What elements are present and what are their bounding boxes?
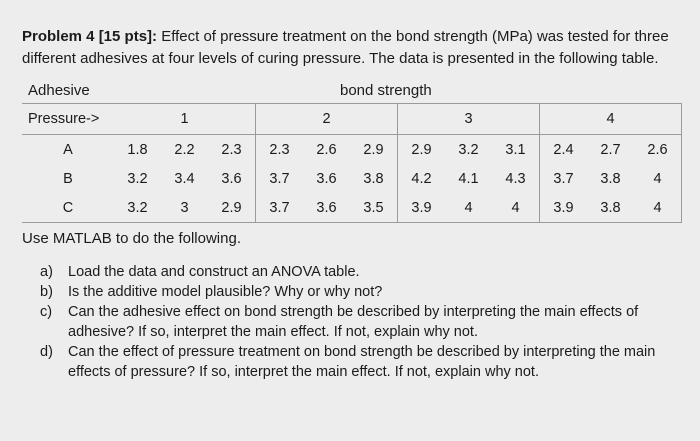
table-cell: 4 [492, 193, 540, 223]
pressure-label: Pressure-> [22, 104, 114, 135]
table-cell: 4.1 [458, 170, 479, 187]
table-header [22, 82, 662, 104]
adhesive-label: C [22, 193, 114, 223]
table-cell: 2.9 [398, 135, 446, 165]
question-marker: c) [40, 304, 53, 320]
question-marker: a) [40, 264, 53, 280]
instruction-text: Use MATLAB to do the following. [22, 230, 241, 247]
question-item [40, 282, 680, 302]
table-cell: 2.2 [174, 141, 195, 158]
table-cell: 4.2 [398, 164, 446, 193]
table-cell: 4.3 [505, 170, 526, 187]
table-cell: 3.2 [127, 170, 148, 187]
table-cell: 2.4 [540, 135, 588, 165]
table-cell: 4 [634, 164, 682, 193]
table-cell: 3.7 [540, 164, 588, 193]
problem-text: Effect of pressure treatment on the bond strength (MPa) was tested for three different adhesives at four levels of curing pressure. The data is presented in the following table. [22, 28, 669, 67]
table-row [22, 193, 682, 223]
question-text: Is the additive model plausible? Why or why not? [68, 284, 383, 300]
pressure-row [22, 104, 682, 135]
question-text: Can the effect of pressure treatment on bond strength be described by interpreting the main effects of pressure? If so, interpret the main effect. If not, explain why not. [68, 344, 656, 380]
question-marker: d) [40, 344, 53, 360]
table-cell: 3.7 [256, 164, 304, 193]
pressure-level: 4 [540, 104, 682, 135]
table-cell: 2.9 [363, 141, 384, 158]
table-cell: 3.8 [587, 193, 634, 223]
table-cell: 4 [445, 193, 492, 223]
table-cell: 2.3 [256, 135, 304, 165]
question-item [40, 342, 680, 382]
question-list [40, 262, 680, 382]
table-cell: 3.4 [174, 170, 195, 187]
bond-strength-table [22, 103, 682, 223]
table-cell: 2.9 [208, 193, 256, 223]
table-cell: 3.8 [600, 170, 621, 187]
table-cell: 3.9 [398, 193, 446, 223]
question-text: Load the data and construct an ANOVA table. [68, 264, 360, 280]
adhesive-header: Adhesive [28, 82, 90, 99]
table-cell: 4 [634, 193, 682, 223]
table-cell: 3 [161, 193, 208, 223]
question-marker: b) [40, 284, 53, 300]
table-cell: 1.8 [127, 141, 148, 158]
table-cell: 2.3 [221, 141, 242, 158]
pressure-level: 2 [256, 104, 398, 135]
table-cell: 3.2 [458, 141, 479, 158]
table-cell: 3.5 [350, 193, 398, 223]
table-cell: 3.6 [303, 193, 350, 223]
table-row [22, 164, 682, 193]
pressure-level: 3 [398, 104, 540, 135]
table-cell: 3.2 [114, 193, 161, 223]
table-row [22, 135, 682, 165]
adhesive-label: B [63, 170, 73, 187]
adhesive-label: A [63, 141, 73, 158]
table-cell: 3.9 [540, 193, 588, 223]
table-cell: 2.7 [600, 141, 621, 158]
table-cell: 3.1 [505, 141, 526, 158]
question-text: Can the adhesive effect on bond strength be described by interpreting the main effects of adhesive? If so, interpret the main effect. If not, explain why not. [68, 304, 639, 340]
table-cell: 3.6 [316, 170, 337, 187]
question-item [40, 262, 680, 282]
problem-title: Problem 4 [15 pts]: [22, 28, 158, 45]
problem-statement [22, 26, 682, 70]
table-cell: 3.8 [363, 170, 384, 187]
bond-strength-header: bond strength [340, 82, 432, 99]
table-cell: 2.6 [634, 135, 682, 165]
table-cell: 3.7 [256, 193, 304, 223]
pressure-level: 1 [114, 104, 256, 135]
table-cell: 2.6 [316, 141, 337, 158]
table-cell: 3.6 [221, 170, 242, 187]
question-item [40, 302, 680, 342]
